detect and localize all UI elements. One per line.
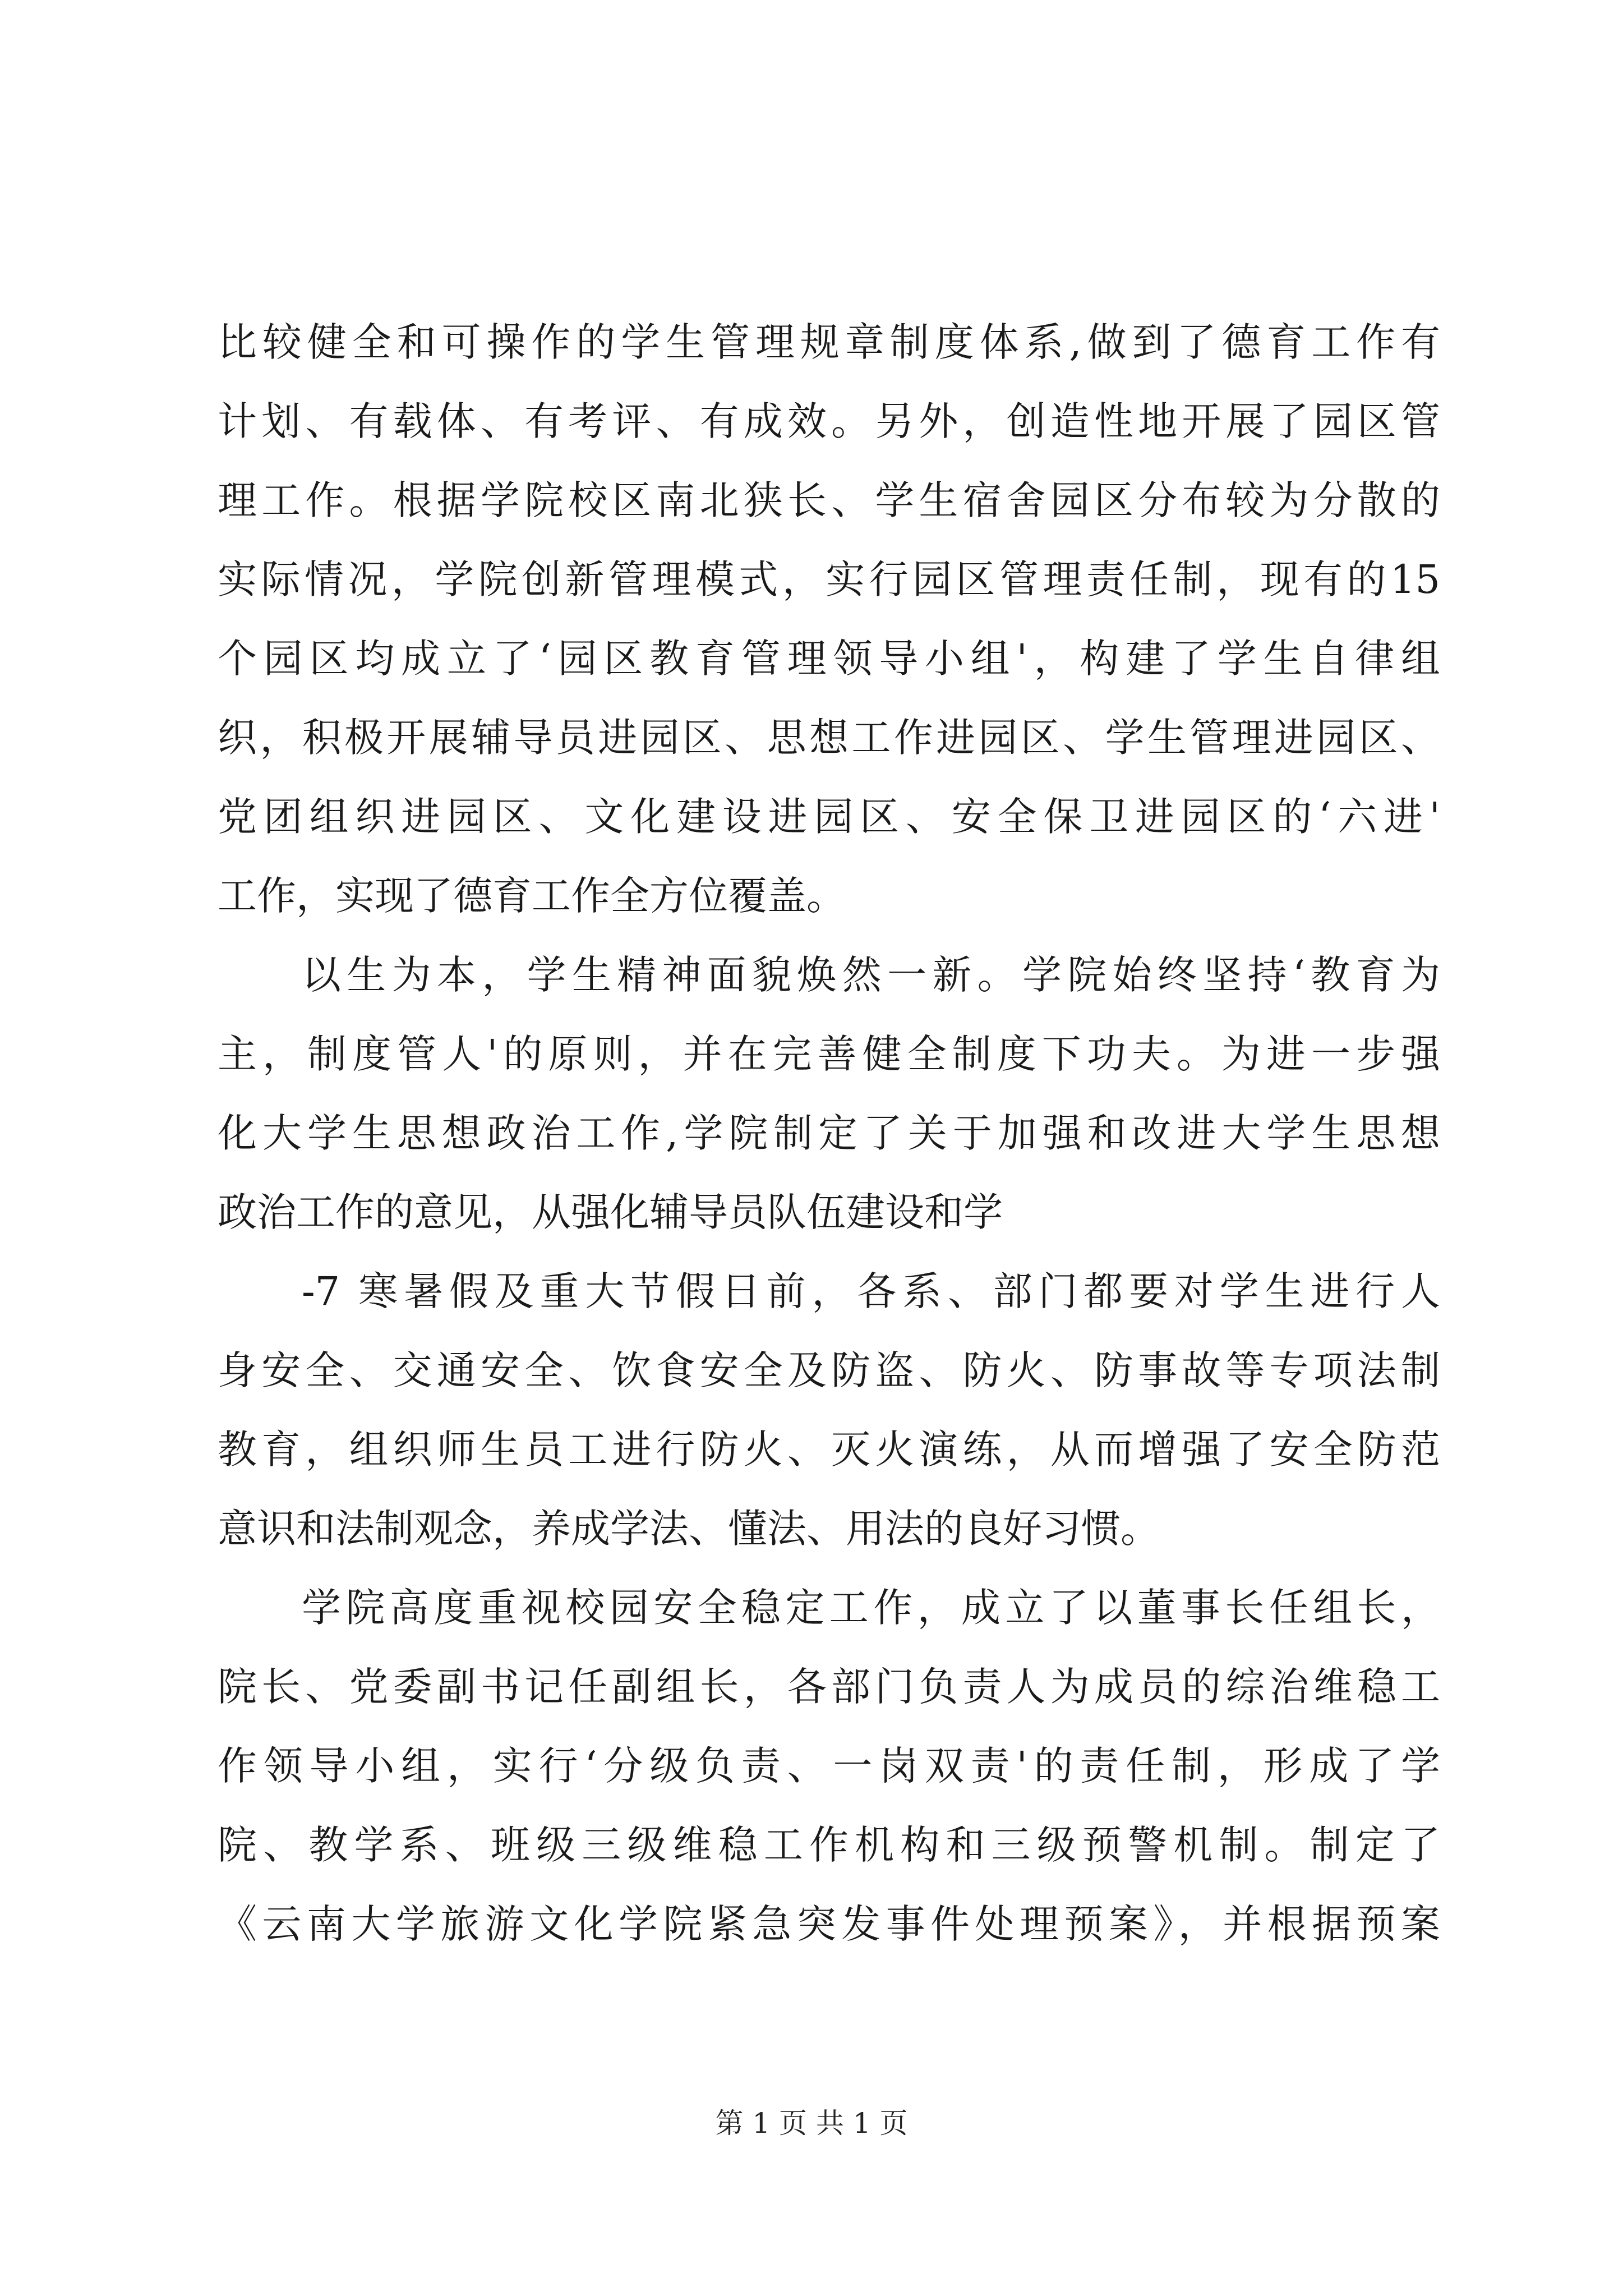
text-line: 计划、有载体、有考评、有成效。另外，创造性地开展了园区管 [218,398,1440,444]
text-line: 实际情况，学院创新管理模式，实行园区管理责任制，现有的15 [218,556,1440,602]
page-number-footer: 第 1 页 共 1 页 [715,2107,908,2139]
document-body [218,303,1440,1964]
paragraph-first-line: -7 寒暑假及重大节假日前，各系、部门都要对学生进行人 [302,1268,1440,1314]
text-line: 意识和法制观念，养成学法、懂法、用法的良好习惯。 [218,1506,1160,1552]
text-line: 织，积极开展辅导员进园区、思想工作进园区、学生管理进园区、 [218,715,1440,761]
text-line: 作领导小组，实行‘分级负责、一岗双责'的责任制，形成了学 [218,1743,1440,1789]
text-line: 工作，实现了德育工作全方位覆盖。 [218,873,846,919]
paragraph-first-line: 学院高度重视校园安全稳定工作，成立了以董事长任组长， [302,1585,1440,1631]
text-line: 理工作。根据学院校区南北狭长、学生宿舍园区分布较为分散的 [218,477,1440,523]
text-line: 个园区均成立了‘园区教育管理领导小组'，构建了学生自律组 [218,636,1440,682]
text-line: 教育，组织师生员工进行防火、灭火演练，从而增强了安全防范 [218,1427,1440,1473]
text-line: 比较健全和可操作的学生管理规章制度体系,做到了德育工作有 [218,319,1440,365]
text-line: 党团组织进园区、文化建设进园区、安全保卫进园区的‘六进' [218,794,1440,840]
text-line: 政治工作的意见，从强化辅导员队伍建设和学 [218,1189,1003,1235]
paragraph-first-line: 以生为本，学生精神面貌焕然一新。学院始终坚持‘教育为 [302,952,1440,998]
text-line: 院、教学系、班级三级维稳工作机构和三级预警机制。制定了 [218,1822,1440,1868]
text-line: 身安全、交通安全、饮食安全及防盗、防火、防事故等专项法制 [218,1347,1440,1393]
text-line: 院长、党委副书记任副组长，各部门负责人为成员的综治维稳工 [218,1664,1440,1710]
text-line: 主，制度管人'的原则，并在完善健全制度下功夫。为进一步强 [218,1031,1440,1077]
text-line: 化大学生思想政治工作,学院制定了关于加强和改进大学生思想 [218,1110,1440,1156]
text-line: 《云南大学旅游文化学院紧急突发事件处理预案》，并根据预案 [218,1901,1440,1947]
